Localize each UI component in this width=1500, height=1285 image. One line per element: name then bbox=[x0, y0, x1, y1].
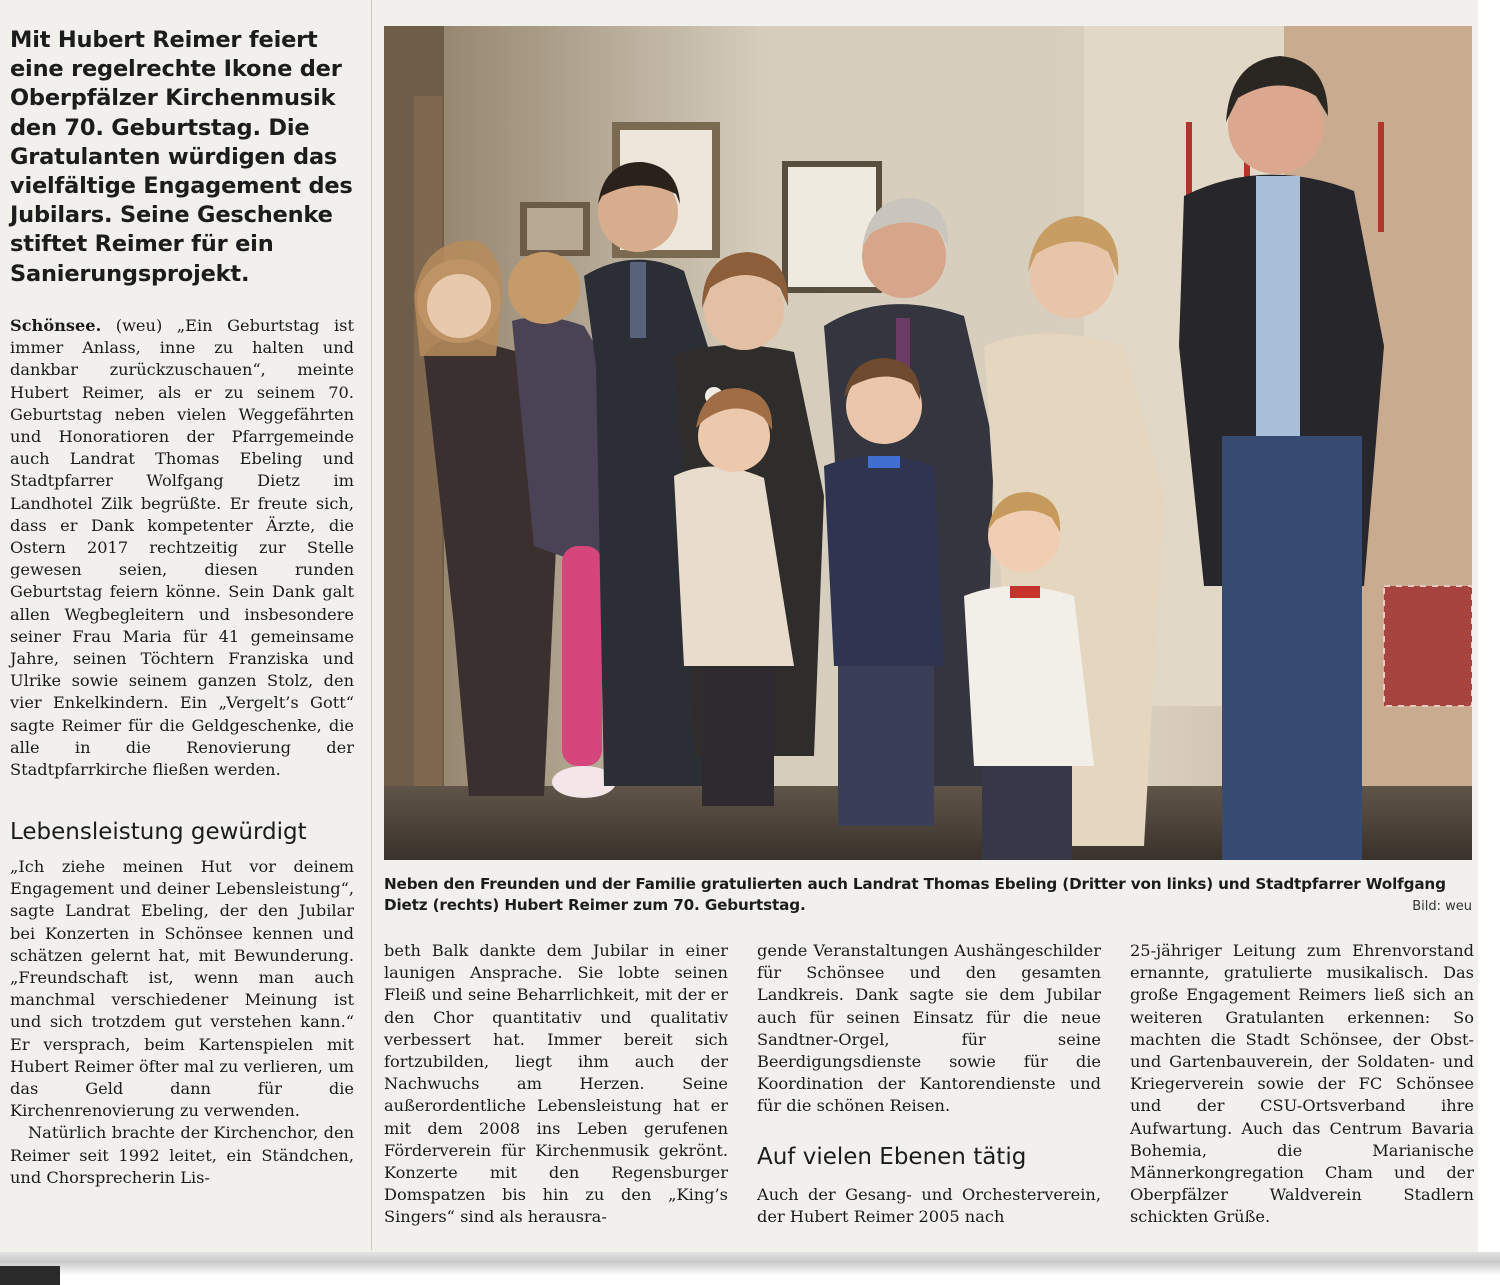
paragraph-col3-after: Auch der Gesang- und Orchesterverein, der Hubert Reimer 2005 nach bbox=[757, 1185, 1101, 1227]
faint-header-fragment bbox=[310, 0, 370, 14]
article-lead: Mit Hubert Reimer feiert eine regelrechte Ikone der Oberpfälzer Kirchenmusik den 70. Geburtstag. Die Gratulanten würdigen das vielfältige Engagement des Jubilars. Seine Geschenke stiftet Reimer für ein Sanierungsprojekt. bbox=[10, 27, 353, 287]
article-column-4 bbox=[1130, 940, 1474, 1229]
article-column-2 bbox=[384, 940, 728, 1229]
paragraph-kirchenchor: Natürlich brachte der Kirchenchor, den Reimer seit 1992 leitet, ein Ständchen, und Chorsprecherin Lis- bbox=[10, 1123, 354, 1187]
column-rule bbox=[371, 0, 372, 1250]
paragraph-quote: „Ich ziehe meinen Hut vor deinem Engagement und deiner Lebensleistung“, sagte Landrat Ebeling, der den Jubilar bei Konzerten in Schönsee kennen und schätzen gelernt hat, mit Bewunderung. „Freundschaft ist, wenn man auch manchmal verschiedener Meinung ist und sich trotzdem gut verstehen kann.“ Er versprach, beim Kartenspielen mit Hubert Reimer öfter mal zu verlieren, um das Geld dann für die Kirchenrenovierung zu verwenden. bbox=[10, 857, 354, 1121]
article-column-1-bottom bbox=[10, 856, 354, 1189]
paragraph-col2: beth Balk dankte dem Jubilar in einer launigen Ansprache. Sie lobte seinen Fleiß und seine Beharrlichkeit, mit der er den Chor quantitativ und qualitativ verbessert hat. Immer bereit sich fortzubilden, liegt ihm auch der Nachwuchs am Herzen. Seine außerordentliche Lebensleistung hat er mit dem 2008 ins Leben gerufenen Förderverein für Kirchenmusik gekrönt. Konzerte mit den Regensburger Domspatzen bis hin zu den „King’s Singers“ sind als herausra- bbox=[384, 941, 728, 1227]
paragraph-col4: 25-jähriger Leitung zum Ehrenvorstand ernannte, gratulierte musikalisch. Das große Engagement Reimers ließ sich an weiteren Gratulanten erkennen: So machten die Stadt Schönsee, der Obst- und Gartenbauverein, der Soldaten- und Kriegerverein sowie der FC Schönsee und der CSU-Ortsverband ihre Aufwartung. Auch das Centrum Bavaria Bohemia, die Marianische Männerkongregation Cham und der Oberpfälzer Waldverein Stadlern schickten Grüße. bbox=[1130, 941, 1474, 1227]
photo-credit: Bild: weu bbox=[1412, 899, 1472, 914]
group-photo bbox=[384, 26, 1472, 860]
subheading-ebenen: Auf vielen Ebenen tätig bbox=[757, 1144, 1027, 1170]
article-column-3-bottom bbox=[757, 1184, 1101, 1228]
dateline: Schönsee. bbox=[10, 316, 102, 335]
paragraph-col3: gende Veranstaltungen Aushängeschilder für Schönsee und den gesamten Landkreis. Dank sagte sie dem Jubilar auch für seinen Einsatz für die neue Sandtner-Orgel, für seine Beerdigungsdienste sowie für die Koordination der Kantorendienste und für die schönen Reisen. bbox=[757, 941, 1101, 1116]
scan-margin-right bbox=[1478, 0, 1500, 1285]
group-photo-illustration bbox=[384, 26, 1472, 860]
scan-margin-bottom bbox=[0, 1252, 1500, 1285]
article-column-3 bbox=[757, 940, 1101, 1118]
photo-caption: Neben den Freunden und der Familie gratulierten auch Landrat Thomas Ebeling (Dritter von links) und Stadtpfarrer Wolfgang Dietz (rechts) Hubert Reimer zum 70. Geburtstag. bbox=[384, 875, 1446, 914]
article-column-1-top bbox=[10, 315, 354, 781]
subheading-lebensleistung: Lebensleistung gewürdigt bbox=[10, 819, 307, 845]
intro-paragraph: (weu) „Ein Geburtstag ist immer Anlass, inne zu halten und dankbar zurückzuschauen“, meinte Hubert Reimer, als er zu seinem 70. Geburtstag neben vielen Weggefährten und Honoratioren der Pfarrgemeinde auch Landrat Thomas Ebeling und Stadtpfarrer Wolfgang Dietz im Landhotel Zilk begrüßte. Er freute sich, dass er Dank kompetenter Ärzte, die Ostern 2017 rechtzeitig zur Stelle gewesen seien, diesen runden Geburtstag feiern könne. Sein Dank galt allen Wegbegleitern und insbesondere seiner Frau Maria für 41 gemeinsame Jahre, seinen Töchtern Franziska und Ulrike sowie seinem ganzen Stolz, den vier Enkelkindern. Ein „Vergelt’s Gott“ sagte Reimer für die Geldgeschenke, die alle in die Renovierung der Stadtpfarrkirche fließen werden. bbox=[10, 316, 354, 780]
